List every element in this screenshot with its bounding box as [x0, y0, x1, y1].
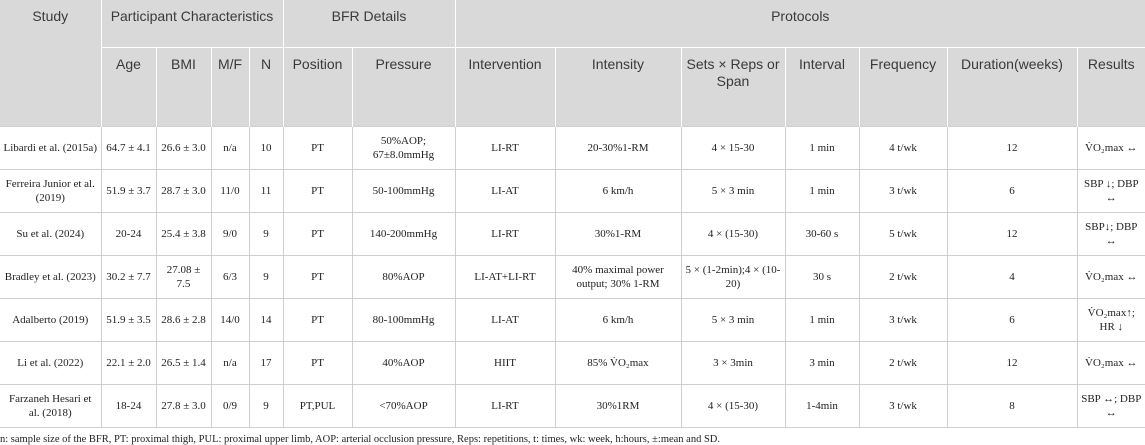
header-intensity: Intensity	[555, 48, 681, 127]
header-interval: Interval	[785, 48, 859, 127]
table-footnote: n: sample size of the BFR, PT: proximal thigh, PUL: proximal upper limb, AOP: arterial occlusion pressure, Reps: repetitions, t: times, wk: week, h:hours, ±:mean and SD.	[0, 434, 721, 445]
cell-intervention: LI-RT	[455, 127, 555, 170]
cell-bmi: 27.08 ± 7.5	[156, 256, 211, 299]
header-position: Position	[283, 48, 352, 127]
cell-results: V̇O₂max ↔	[1077, 342, 1145, 385]
cell-bmi: 25.4 ± 3.8	[156, 213, 211, 256]
cell-duration: 12	[947, 213, 1077, 256]
cell-age: 30.2 ± 7.7	[101, 256, 156, 299]
cell-position: PT	[283, 299, 352, 342]
cell-duration: 8	[947, 385, 1077, 428]
cell-intervention: HIIT	[455, 342, 555, 385]
cell-frequency: 3 t/wk	[859, 385, 947, 428]
cell-pressure: 50%AOP; 67±8.0mmHg	[352, 127, 455, 170]
cell-mf: n/a	[211, 127, 249, 170]
cell-intensity: 30%1RM	[555, 385, 681, 428]
cell-duration: 4	[947, 256, 1077, 299]
cell-interval: 30-60 s	[785, 213, 859, 256]
table-row	[0, 256, 1145, 299]
header-bmi: BMI	[156, 48, 211, 127]
cell-position: PT	[283, 342, 352, 385]
cell-age: 22.1 ± 2.0	[101, 342, 156, 385]
cell-position: PT	[283, 213, 352, 256]
header-mf: M/F	[211, 48, 249, 127]
cell-intervention: LI-AT	[455, 170, 555, 213]
header-n: N	[249, 48, 283, 127]
cell-study: Bradley et al. (2023)	[0, 256, 101, 299]
cell-results: V̇O₂max↑; HR ↓	[1077, 299, 1145, 342]
header-row-groups	[0, 0, 1145, 48]
header-protocols: Protocols	[455, 0, 1145, 48]
cell-position: PT,PUL	[283, 385, 352, 428]
cell-frequency: 5 t/wk	[859, 213, 947, 256]
cell-pressure: 40%AOP	[352, 342, 455, 385]
cell-interval: 30 s	[785, 256, 859, 299]
cell-study: Adalberto (2019)	[0, 299, 101, 342]
header-intervention: Intervention	[455, 48, 555, 127]
cell-mf: 9/0	[211, 213, 249, 256]
cell-bmi: 28.7 ± 3.0	[156, 170, 211, 213]
cell-position: PT	[283, 170, 352, 213]
cell-frequency: 3 t/wk	[859, 299, 947, 342]
cell-results: SBP ↓; DBP ↔	[1077, 170, 1145, 213]
cell-intervention: LI-AT+LI-RT	[455, 256, 555, 299]
cell-intensity: 6 km/h	[555, 299, 681, 342]
cell-duration: 12	[947, 342, 1077, 385]
cell-interval: 1 min	[785, 170, 859, 213]
header-bfr: BFR Details	[283, 0, 455, 48]
cell-mf: 0/9	[211, 385, 249, 428]
cell-results: V̇O₂max ↔	[1077, 127, 1145, 170]
cell-n: 14	[249, 299, 283, 342]
cell-mf: 6/3	[211, 256, 249, 299]
cell-position: PT	[283, 127, 352, 170]
cell-intensity: 6 km/h	[555, 170, 681, 213]
cell-intervention: LI-RT	[455, 385, 555, 428]
cell-pressure: 140-200mmHg	[352, 213, 455, 256]
cell-intensity: 20-30%1-RM	[555, 127, 681, 170]
cell-sets-reps: 4 × (15-30)	[681, 213, 785, 256]
table-row	[0, 342, 1145, 385]
cell-n: 11	[249, 170, 283, 213]
cell-bmi: 26.5 ± 1.4	[156, 342, 211, 385]
cell-age: 64.7 ± 4.1	[101, 127, 156, 170]
cell-study: Libardi et al. (2015a)	[0, 127, 101, 170]
table-row	[0, 170, 1145, 213]
cell-intensity: 85% V̇O₂max	[555, 342, 681, 385]
header-frequency: Frequency	[859, 48, 947, 127]
cell-sets-reps: 5 × (1-2min);4 × (10-20)	[681, 256, 785, 299]
cell-n: 10	[249, 127, 283, 170]
cell-intervention: LI-RT	[455, 213, 555, 256]
table-body	[0, 127, 1145, 428]
table-row	[0, 299, 1145, 342]
cell-pressure: 80%AOP	[352, 256, 455, 299]
cell-interval: 1 min	[785, 299, 859, 342]
cell-duration: 6	[947, 170, 1077, 213]
cell-intensity: 30%1-RM	[555, 213, 681, 256]
cell-position: PT	[283, 256, 352, 299]
cell-intensity: 40% maximal power output; 30% 1-RM	[555, 256, 681, 299]
cell-n: 17	[249, 342, 283, 385]
cell-duration: 12	[947, 127, 1077, 170]
cell-sets-reps: 3 × 3min	[681, 342, 785, 385]
cell-results: SBP↓; DBP ↔	[1077, 213, 1145, 256]
cell-study: Li et al. (2022)	[0, 342, 101, 385]
cell-age: 51.9 ± 3.7	[101, 170, 156, 213]
header-duration: Duration(weeks)	[947, 48, 1077, 127]
cell-pressure: 50-100mmHg	[352, 170, 455, 213]
cell-age: 20-24	[101, 213, 156, 256]
cell-interval: 1 min	[785, 127, 859, 170]
cell-sets-reps: 5 × 3 min	[681, 170, 785, 213]
cell-results: SBP ↔; DBP ↔	[1077, 385, 1145, 428]
cell-n: 9	[249, 385, 283, 428]
cell-interval: 3 min	[785, 342, 859, 385]
header-sets-reps: Sets × Reps or Span	[681, 48, 785, 127]
cell-age: 18-24	[101, 385, 156, 428]
cell-sets-reps: 4 × 15-30	[681, 127, 785, 170]
header-study: Study	[0, 0, 101, 127]
cell-bmi: 28.6 ± 2.8	[156, 299, 211, 342]
cell-interval: 1-4min	[785, 385, 859, 428]
cell-pressure: 80-100mmHg	[352, 299, 455, 342]
cell-frequency: 4 t/wk	[859, 127, 947, 170]
table-row	[0, 127, 1145, 170]
cell-results: V̇O₂max ↔	[1077, 256, 1145, 299]
cell-frequency: 2 t/wk	[859, 256, 947, 299]
cell-bmi: 26.6 ± 3.0	[156, 127, 211, 170]
cell-study: Su et al. (2024)	[0, 213, 101, 256]
cell-study: Ferreira Junior et al. (2019)	[0, 170, 101, 213]
cell-duration: 6	[947, 299, 1077, 342]
cell-sets-reps: 5 × 3 min	[681, 299, 785, 342]
cell-bmi: 27.8 ± 3.0	[156, 385, 211, 428]
cell-age: 51.9 ± 3.5	[101, 299, 156, 342]
table-row	[0, 385, 1145, 428]
header-participant: Participant Characteristics	[101, 0, 283, 48]
table-row	[0, 213, 1145, 256]
cell-frequency: 3 t/wk	[859, 170, 947, 213]
cell-mf: 14/0	[211, 299, 249, 342]
header-pressure: Pressure	[352, 48, 455, 127]
header-row-columns	[0, 48, 1145, 127]
cell-mf: n/a	[211, 342, 249, 385]
cell-pressure: <70%AOP	[352, 385, 455, 428]
header-results: Results	[1077, 48, 1145, 127]
cell-n: 9	[249, 213, 283, 256]
cell-frequency: 2 t/wk	[859, 342, 947, 385]
cell-sets-reps: 4 × (15-30)	[681, 385, 785, 428]
cell-intervention: LI-AT	[455, 299, 555, 342]
cell-study: Farzaneh Hesari et al. (2018)	[0, 385, 101, 428]
header-age: Age	[101, 48, 156, 127]
cell-mf: 11/0	[211, 170, 249, 213]
cell-n: 9	[249, 256, 283, 299]
